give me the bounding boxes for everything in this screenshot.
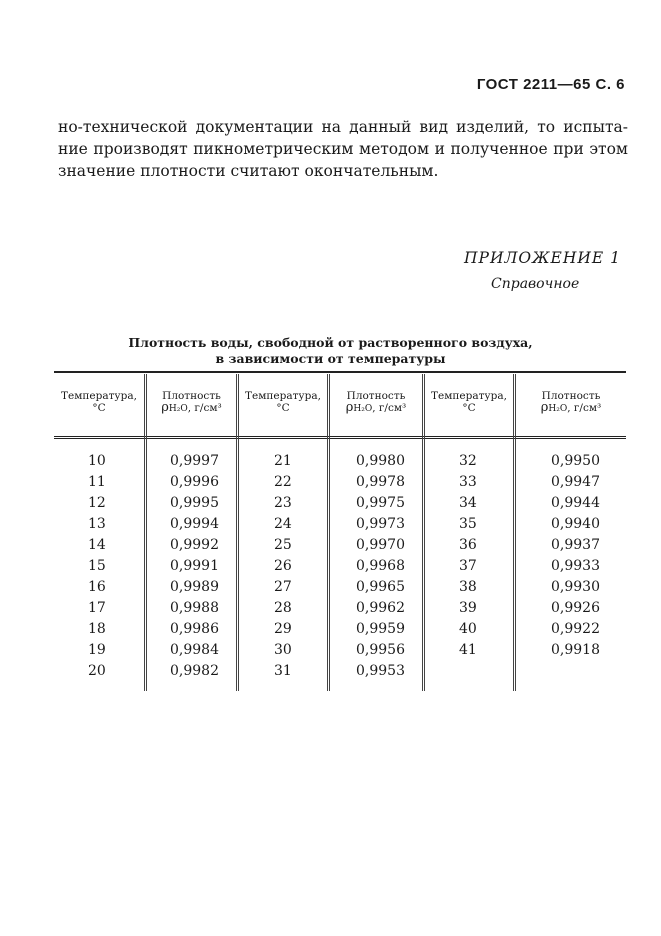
table-cell: 29 bbox=[274, 621, 292, 637]
column-divider bbox=[144, 374, 147, 691]
appendix-title: ПРИЛОЖЕНИЕ 1 bbox=[464, 249, 621, 267]
table-cell: 0,9988 bbox=[170, 600, 219, 616]
table-cell: 0,9978 bbox=[356, 474, 405, 490]
table-cell: 23 bbox=[274, 495, 292, 511]
temperature-column-2 bbox=[274, 451, 292, 682]
table-cell: 10 bbox=[88, 453, 106, 469]
table-cell: 0,9982 bbox=[170, 663, 219, 679]
table-cell: 0,9975 bbox=[356, 495, 405, 511]
header-density: Плотность ρH₂O, г/см³ bbox=[540, 390, 602, 415]
table-cell: 0,9984 bbox=[170, 642, 219, 658]
table-cell: 0,9926 bbox=[551, 600, 600, 616]
table-cell: 21 bbox=[274, 453, 292, 469]
table-cell: 0,9996 bbox=[170, 474, 219, 490]
header-temperature: Температура, °С bbox=[245, 390, 321, 414]
table-cell: 33 bbox=[459, 474, 477, 490]
appendix-note: Справочное bbox=[491, 276, 580, 292]
page-header: ГОСТ 2211—65 С. 6 bbox=[476, 76, 625, 93]
table-cell: 0,9947 bbox=[551, 474, 600, 490]
table-cell: 0,9965 bbox=[356, 579, 405, 595]
table-cell: 26 bbox=[274, 558, 292, 574]
table-cell: 0,9962 bbox=[356, 600, 405, 616]
table-cell: 19 bbox=[88, 642, 106, 658]
table-cell: 27 bbox=[274, 579, 292, 595]
header-temperature: Температура, °С bbox=[431, 390, 507, 414]
temperature-column-3 bbox=[459, 451, 477, 661]
table-cell: 0,9973 bbox=[356, 516, 405, 532]
table-cell: 38 bbox=[459, 579, 477, 595]
table-cell: 0,9991 bbox=[170, 558, 219, 574]
table-cell: 11 bbox=[88, 474, 106, 490]
column-divider bbox=[422, 374, 425, 691]
table-cell: 36 bbox=[459, 537, 477, 553]
table-cell: 0,9995 bbox=[170, 495, 219, 511]
density-column-2 bbox=[356, 451, 405, 682]
table-cell: 0,9950 bbox=[551, 453, 600, 469]
column-divider bbox=[513, 374, 516, 691]
table-cell: 0,9918 bbox=[551, 642, 600, 658]
paragraph-line: значение плотности считают окончательным. bbox=[58, 162, 439, 180]
table-cell: 15 bbox=[88, 558, 106, 574]
table-cell: 16 bbox=[88, 579, 106, 595]
table-cell: 20 bbox=[88, 663, 106, 679]
table-cell: 17 bbox=[88, 600, 106, 616]
table-cell: 0,9989 bbox=[170, 579, 219, 595]
density-table bbox=[54, 371, 626, 691]
table-cell: 0,9930 bbox=[551, 579, 600, 595]
header-temperature: Температура, °С bbox=[61, 390, 137, 414]
table-cell: 25 bbox=[274, 537, 292, 553]
table-cell: 0,9933 bbox=[551, 558, 600, 574]
table-cell: 0,9959 bbox=[356, 621, 405, 637]
paragraph-line: ние производят пикнометрическим методом и полученное при этом bbox=[58, 140, 628, 158]
table-cell: 0,9980 bbox=[356, 453, 405, 469]
header-density: Плотность ρH₂O, г/см³ bbox=[161, 390, 222, 415]
table-cell: 0,9992 bbox=[170, 537, 219, 553]
table-cell: 37 bbox=[459, 558, 477, 574]
table-cell: 24 bbox=[274, 516, 292, 532]
table-cell: 0,9986 bbox=[170, 621, 219, 637]
column-divider bbox=[236, 374, 239, 691]
table-cell: 22 bbox=[274, 474, 292, 490]
density-column-3 bbox=[551, 451, 600, 661]
table-title bbox=[0, 335, 661, 367]
table-cell: 0,9970 bbox=[356, 537, 405, 553]
table-cell: 39 bbox=[459, 600, 477, 616]
table-cell: 12 bbox=[88, 495, 106, 511]
table-cell: 35 bbox=[459, 516, 477, 532]
table-cell: 0,9956 bbox=[356, 642, 405, 658]
temperature-column-1 bbox=[88, 451, 106, 682]
table-cell: 32 bbox=[459, 453, 477, 469]
table-cell: 0,9944 bbox=[551, 495, 600, 511]
table-cell: 31 bbox=[274, 663, 292, 679]
table-cell: 40 bbox=[459, 621, 477, 637]
table-cell: 0,9997 bbox=[170, 453, 219, 469]
table-cell: 0,9953 bbox=[356, 663, 405, 679]
column-divider bbox=[327, 374, 330, 691]
paragraph-line: но-технической документации на данный вид изделий, то испыта- bbox=[58, 118, 628, 136]
table-cell: 0,9994 bbox=[170, 516, 219, 532]
table-cell: 13 bbox=[88, 516, 106, 532]
table-title-line: в зависимости от температуры bbox=[215, 351, 446, 366]
table-cell: 14 bbox=[88, 537, 106, 553]
table-cell: 34 bbox=[459, 495, 477, 511]
table-cell: 0,9922 bbox=[551, 621, 600, 637]
table-cell: 0,9968 bbox=[356, 558, 405, 574]
table-top-rule bbox=[54, 371, 626, 373]
table-cell: 0,9940 bbox=[551, 516, 600, 532]
density-column-1 bbox=[170, 451, 219, 682]
body-paragraph bbox=[58, 116, 628, 182]
header-density: Плотность ρH₂O, г/см³ bbox=[345, 390, 407, 415]
table-cell: 30 bbox=[274, 642, 292, 658]
table-title-line: Плотность воды, свободной от растворенного воздуха, bbox=[128, 335, 533, 350]
table-header-rule bbox=[54, 436, 626, 441]
table-cell: 28 bbox=[274, 600, 292, 616]
table-cell: 18 bbox=[88, 621, 106, 637]
table-cell: 0,9937 bbox=[551, 537, 600, 553]
table-cell: 41 bbox=[459, 642, 477, 658]
